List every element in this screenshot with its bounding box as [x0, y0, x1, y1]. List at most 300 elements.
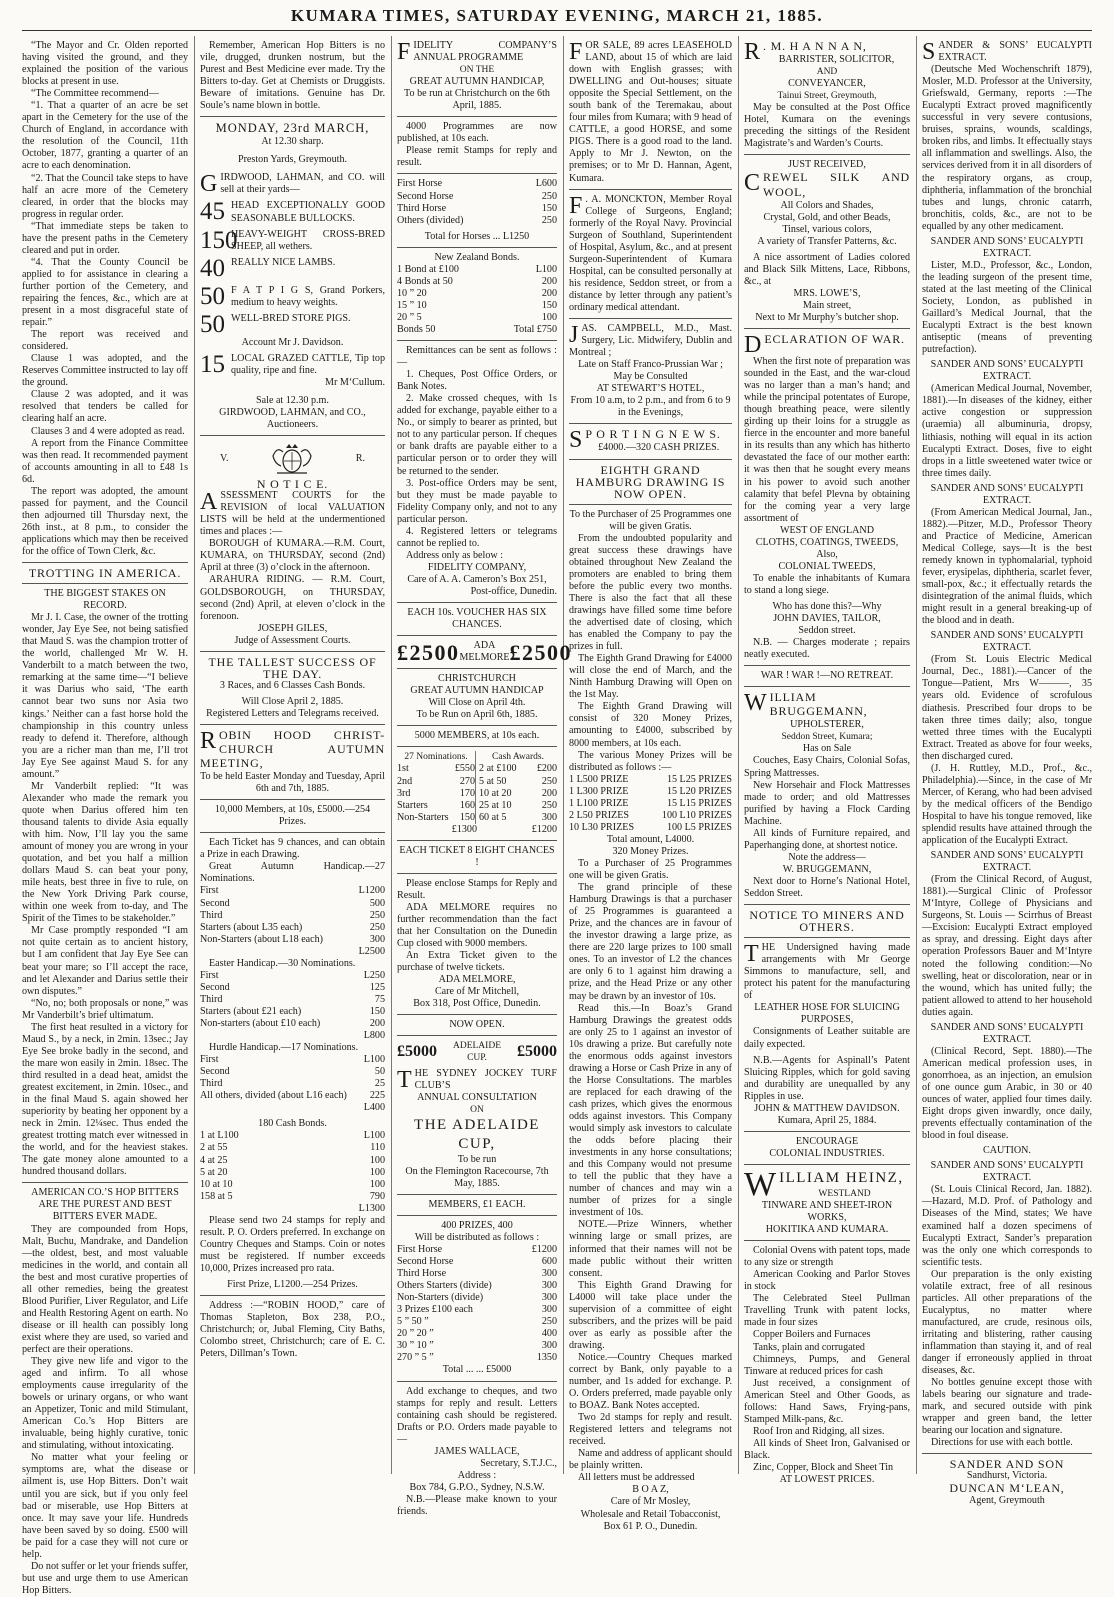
voucher: EACH 10s. VOUCHER HAS SIX CHANCES. — [407, 607, 547, 631]
annual-consultation: ANNUAL CONSULTATION — [417, 1091, 537, 1103]
fidelity-programmes: 4000 Programmes are now published, at 10s each. — [397, 121, 557, 145]
auction-lot — [200, 226, 385, 254]
cash-row-label: 4 at 25 — [200, 1154, 228, 1166]
eh-row-label: Third — [200, 993, 223, 1005]
hamburg-text — [569, 533, 732, 774]
ada-gah: GREAT AUTUMN HANDICAP — [410, 685, 544, 697]
kumara-date: Kumara, April 25, 1884. — [777, 1114, 877, 1126]
hannan-conveyancer: CONVEYANCER, — [788, 78, 866, 90]
address-label: Address : — [457, 1469, 497, 1481]
boaz-care: Care of Mr Mosley, — [610, 1496, 691, 1508]
cash-row — [200, 1130, 385, 1142]
adelaide-prize-row — [397, 1268, 557, 1280]
fidelity-company: FIDELITY COMPANY, — [427, 561, 527, 573]
nomination-row-label: Starters — [397, 799, 428, 811]
hamburg-paragraph: NOTE.—Prize Winners, whether winning large or small prizes, are informed that their names will not be made public without their written consent. — [569, 1219, 732, 1279]
hamburg-320: 320 Money Prizes. — [612, 845, 689, 857]
hannan-and: AND — [816, 67, 838, 78]
hamburg-paragraph: Name and address of applicant should be plainly written. — [569, 1448, 732, 1472]
cash-row-label: 1 at L100 — [200, 1130, 239, 1142]
heinz-item: Copper Boilers and Furnaces — [753, 1329, 871, 1341]
gah-row-label: First — [200, 885, 219, 897]
adelaide-prize-row-value: 250 — [541, 1316, 557, 1328]
crewel-colors: All Colors and Shades, — [780, 199, 874, 211]
hh-row-label: Third — [200, 1078, 223, 1090]
bonds-table — [397, 264, 557, 324]
campbell-hours: From 10 a.m, to 2 p.m., and from 6 to 9 in the Evenings, — [570, 395, 731, 419]
heinz-item: American Cooking and Parlor Stoves in stock — [744, 1269, 910, 1293]
to-be-run: To be run — [457, 1153, 497, 1165]
hamburg-paragraph: All letters must be addressed — [578, 1472, 695, 1484]
hop-paragraph: No matter what your feeling or symptoms are, what the disease or ailment is, use Hop Bitters. Don’t wait until you are sick, but if you only feel bad or miserable, use Hop Bitters at once. It may save your life. Hundreds have been saved by so doing. £500 will be paid for a case they will not cure or help. — [22, 1452, 188, 1560]
w-bruggemann: W. BRUGGEMANN, — [782, 863, 872, 875]
hamburg-prize-row-label: 1 L500 PRIZE — [569, 773, 629, 785]
tallest-success: THE TALLEST SUCCESS OF THE DAY. — [208, 654, 377, 681]
cash-row — [200, 1191, 385, 1203]
horse-row-label: Third Horse — [397, 202, 447, 214]
eucalypti-heading: SANDER AND SONS’ EUCALYPTI EXTRACT. — [930, 482, 1084, 506]
hamburg-paragraph: The Eighth Grand Drawing for £4000 will close the end of March, and the Ninth Hamburg Drawing will Open on the 1st May. — [569, 653, 732, 701]
colonial-tweeds: COLONIAL TWEEDS, — [778, 560, 876, 572]
gah-row — [200, 922, 385, 934]
adelaide-amount-left: £5000 — [397, 1043, 437, 1061]
adelaide-prize-row — [397, 1316, 557, 1328]
eh-row — [200, 970, 385, 982]
flemington: On the Flemington Racecourse, 7th May, 1885. — [405, 1165, 549, 1189]
trotting-paragraph: “No, no; both proposals or none,” was Mr Vanderbilt’s brief ultimatum. — [22, 997, 188, 1021]
trotting-paragraph: Mr J. I. Case, the owner of the trotting wonder, Jay Eye See, not being satisfied that Maud S. was the champion trotter of the world, challenged Mr W. H. Vanderbilt to a match between the two, remarking at the same time—“I believe it was Darius who said, ‘The earth cannot bear two suns nor Asia two kings.’ Neither can a fast horse hold the championship in this country unless ready to defend it. Therefore, although you are a richer man than me, I’ll trot Jay Eye See against Maud S. for any amount.” — [22, 612, 188, 780]
charges-moderate: N.B. — Charges moderate ; repairs neatly executed. — [744, 637, 910, 661]
sale-place: Preston Yards, Greymouth. — [237, 154, 348, 166]
nomination-row-value: 160 — [459, 799, 475, 811]
hh-row-value: 225 — [369, 1090, 385, 1102]
aspinall: N.B.—Agents for Aspinall’s Patent Sluicing Ripples, which for gold saving and durability are unequalled by any Ripples in use. — [744, 1054, 910, 1102]
eucalypti-heading: SANDER AND SONS’ EUCALYPTI EXTRACT. — [930, 850, 1084, 874]
auction-lot — [200, 200, 385, 224]
nomination-row — [397, 763, 475, 775]
war-no-retreat: WAR ! WAR !—NO RETREAT. — [760, 670, 894, 682]
adelaide-prize-row-label: Others Starters (divide) — [397, 1280, 492, 1292]
nomination-row-value: £550 — [454, 763, 475, 775]
column-rule — [391, 36, 392, 1474]
eh-row — [200, 1006, 385, 1018]
report-paragraph: Clauses 3 and 4 were adopted as read. — [31, 425, 185, 437]
heinz-item: All kinds of Sheet Iron, Galvanised or Black. — [744, 1437, 910, 1461]
eucalypti-paragraph: Lister, M.D., Professor, &c., London, the leading surgeon of the present time, stated at the last meeting of the Clinical Society, London, as published in Gaillard’s Medical Journal, that the Eucalypti Extract is the best known antiseptic (means of preventing putrefaction). — [922, 259, 1092, 356]
hamburg-text-2 — [569, 858, 732, 1484]
crewel-patterns: A variety of Transfer Patterns, &c. — [757, 235, 897, 247]
horse-row — [397, 191, 557, 203]
eh-row-label: Non-starters (about £10 each) — [200, 1018, 321, 1029]
bond-row-label: 20 ” 5 — [397, 311, 422, 323]
hh-row-label: First — [200, 1054, 219, 1066]
hamburg-prize-row — [569, 822, 732, 834]
nz-bonds-heading: New Zealand Bonds. — [434, 251, 520, 263]
bond-row — [397, 300, 557, 312]
gah-prize-table — [200, 885, 385, 945]
lot-number: 40 — [200, 254, 225, 282]
hop-paragraph: They give new life and vigor to the aged and infirm. To all whose employments cause irregularity of the bowels or urinary organs, or who want an Appetizer, Tonic and mild Stimulant, American Co.’s Hop Bitters are invaluable, being highly curative, tonic and stimulating, without intoxicating. — [22, 1356, 188, 1452]
remittance-rules — [397, 369, 557, 550]
for-sale-ad: OR SALE, 89 acres LEASEHOLD LAND, about 15 of which are laid down with English grasses; with DWELLING and Out-houses; situate opposite the Special Settlement, on the south bank of the Teremakau, about four miles from Kumara; with 9 head of CATTLE, a good HORSE, and some PIGS. There is a good road to the land. Apply to Mr J. Newton, on the premises; or to Mr D. Hannan, Agent, Kumara. — [569, 40, 732, 184]
lowest-prices: AT LOWEST PRICES. — [779, 1474, 875, 1486]
campbell-ad: AS. CAMPBELL, M.D., Mast. Surgery, Lic. Midwifery, Dublin and Montreal ; — [569, 323, 732, 359]
horse-prize-table — [397, 178, 557, 226]
robin-hood-each: Each Ticket has 9 chances, and can obtain a Prize in each Drawing. — [200, 837, 385, 861]
cash-row-label: 5 at 20 — [200, 1166, 228, 1178]
bruggemann-street: Seddon Street, Kumara; — [781, 732, 873, 743]
hop-bitters-ad — [22, 1224, 188, 1597]
auctioneers: GIRDWOOD, LAHMAN, and CO., Auctioneers. — [219, 406, 366, 431]
hop-paragraph: Do not suffer or let your friends suffer, but use and urge them to use American Hop Bitters. — [22, 1560, 188, 1596]
adelaide-prize-row-label: Second Horse — [397, 1256, 454, 1268]
hop-bitters-remember: Remember, American Hop Bitters is no vile, drugged, drunken nostrum, but the Purest and Best Medicine ever made. Try the Bitters to-day. Get at Chemists or Druggists. Beware of imitations. Genuine has Dr. Soule’s name blown in bottle. — [200, 40, 385, 112]
trotting-paragraph: Mr Case promptly responded “I am not quite certain as to ancient history, but I am confident that Jay Eye See can beat your mare; so I’ll accept the race, and let Alexander and Darius settle their own disputes.” — [22, 925, 188, 997]
robin-hood-title: OBIN HOOD CHRIST-CHURCH AUTUMN MEETING, — [200, 727, 385, 771]
sale-date: MONDAY, 23rd MARCH, — [215, 121, 370, 136]
eucalypti-paragraph: Directions for use with each bottle. — [931, 1437, 1073, 1449]
nomination-row — [397, 812, 475, 824]
gah-heading: Great Autumn Handicap.—27 Nominations. — [200, 861, 385, 885]
eucalypti-paragraph: (Deutsche Med Wochenschrift 1879), Mosler, M.D. Professor at the University, Griefswald, Germany, reports :—The Eucalypti Extract proved magnificently successful in very severe contusions, bruises, sprains, wounds, scaldings, broken ribs, and limbs. It effectually stays all inflammation and swellings. Also, the services derived from it in all disorders of the respiratory organs, as croup, diphtheria, inflammation of the bronchial tubes and lungs, chronic catarrh, bronchitis, colds, &c., are not to be equalled by any other medicament. — [922, 64, 1092, 232]
eh-row-value: 75 — [374, 993, 385, 1005]
crewel-silk: REWEL SILK AND WOOL, — [763, 170, 910, 199]
bruggemann: ILLIAM BRUGGEMANN, — [769, 690, 868, 719]
hamburg-prize-row — [569, 774, 732, 786]
boaz-box: Box 61 P. O., Dunedin. — [603, 1520, 698, 1532]
cash-row — [200, 1142, 385, 1154]
boaz-tobacconist: Wholesale and Retail Tobacconist, — [580, 1508, 721, 1520]
mattresses: New Horsehair and Flock Mattresses made to order; and old Mattresses purified by having a Flock Carding Machine. — [744, 779, 910, 827]
adelaide-prize-row — [397, 1304, 557, 1316]
hh-prize-table — [200, 1054, 385, 1102]
eh-row — [200, 982, 385, 994]
cash-row — [200, 1155, 385, 1167]
adelaide-prize-row-value: 300 — [541, 1268, 557, 1280]
wallace-box: Box 784, G.P.O., Sydney, N.S.W. — [409, 1481, 545, 1493]
hamburg-prize-row-value: 15 L15 PRIZES — [666, 797, 732, 809]
adelaide-prize-row-value: 300 — [541, 1280, 557, 1292]
column-rule — [916, 36, 917, 1474]
judge-name: JOSEPH GILES, — [257, 622, 328, 634]
nomination-row-value: 270 — [459, 775, 475, 787]
gah-row — [200, 898, 385, 910]
eucalypti-paragraph: (St. Louis Clinical Record, Jan. 1882).—Hazard, M.D. Prof. of Pathology and Diseases of the Mind, states; We have examined half a dozen specimens of Eucalypti Extract, Sander’s preparation was the only one which corresponds to scientific tests. — [922, 1184, 1092, 1268]
adelaide-prize-row — [397, 1280, 557, 1292]
eucalypti-paragraph: (From American Medical Journal, Jan., 1882).—Pitzer, M.D., Professor Theory and Practice of Medicine, American Medical College, says—It is the best remedy known in typhomalarial, typhoid fever, erysipelas, diphtheria, scarlet fever, small-pox, &c.; it effectually retards the disintegration of the animal fluids, which might result in a general breaking-up of the blood and in death. — [922, 506, 1092, 627]
sporting-news: P O R T I N G N E W S. — [585, 427, 721, 442]
vr-v: V. — [220, 453, 229, 465]
heinz-item: The Celebrated Steel Pullman Travelling Trunk with patent locks, made in four sizes — [744, 1293, 910, 1329]
horse-row-value: 250 — [541, 190, 557, 202]
ada-paragraph: An Extra Ticket given to the purchase of twelve tickets. — [397, 950, 557, 974]
report-paragraph: The report was adopted, the amount passed for payment, and the Council then adjourned till Thursday next, the 26th inst., at 8 p.m., to consider the applications which may then be received for the office of Town Clerk, &c. — [22, 485, 188, 557]
award-row-label: 5 at 50 — [479, 775, 507, 787]
eucalypti-paragraph: No bottles genuine except those with labels bearing our signature and trade-mark, and secured outside with pink wrapper and green band, the letter bearing our location and signature. — [922, 1377, 1092, 1437]
address-only: Address only as below : — [406, 549, 503, 561]
adelaide-prize-row — [397, 1256, 557, 1268]
nomination-row — [397, 800, 475, 812]
ada-run: To be Run on April 6th, 1885. — [416, 709, 538, 721]
rule-paragraph: 2. Make crossed cheques, with 1s added for exchange, payable either to a No., or simply to bearer as printed, but not to any particular person. If cheques or bank drafts are payable either to a particular person or to order they will be returned to the sender. — [397, 393, 557, 477]
horse-row-label: Others (divided) — [397, 214, 464, 226]
fidelity-run: To be run at Christchurch on the 6th April, 1885. — [404, 88, 550, 112]
column-5 — [744, 39, 910, 1486]
nomination-row — [397, 776, 475, 788]
just-received: JUST RECEIVED, — [788, 159, 866, 171]
column-rule — [738, 36, 739, 1474]
lot-text: LOCAL GRAZED CATTLE, Tip top quality, ripe and fine. — [231, 352, 385, 376]
report-paragraph: A report from the Finance Committee was then read. It recommended payment of accounts amounting in all to £48 1s 6d. — [22, 437, 188, 485]
hamburg-paragraph: To a Purchaser of 25 Programmes one will be given Gratis. — [569, 858, 732, 882]
drop-cap: T — [744, 941, 759, 968]
award-row — [479, 800, 557, 812]
award-row-label: 10 at 20 — [479, 787, 512, 799]
cloths-coatings: CLOTHS, COATINGS, TWEEDS, — [755, 536, 899, 548]
crewel-mittens: A nice assortment of Ladies colored and Black Silk Mittens, Lace, Ribbons, &c., at — [744, 251, 910, 287]
next-to-murphy: Next to Mr Murphy’s butcher shop. — [755, 311, 899, 323]
bond-row — [397, 312, 557, 324]
hh-heading: Hurdle Handicap.—17 Nominations. — [209, 1042, 359, 1054]
hh-row-label: All others, divided (about L16 each) — [200, 1090, 347, 1102]
cash-row — [200, 1167, 385, 1179]
gah-row — [200, 885, 385, 897]
adelaide-prize-row — [397, 1328, 557, 1340]
cash-row-label: 10 at 10 — [200, 1178, 233, 1190]
gah-row-label: Second — [200, 897, 230, 909]
award-row-label: 2 at £100 — [479, 763, 517, 775]
heinz-item: Zinc, Copper, Block and Sheet Tin — [753, 1461, 894, 1473]
notice-title: N O T I C E. — [256, 477, 329, 492]
royal-crest-icon — [269, 442, 315, 476]
fidelity-gah: GREAT AUTUMN HANDICAP, — [409, 76, 545, 88]
award-row-label: 25 at 10 — [479, 799, 512, 811]
hannan-name: . M. H A N N A N, — [763, 39, 867, 53]
hamburg-prize-row — [569, 786, 732, 798]
has-on-sale: Has on Sale — [802, 743, 852, 755]
bond-row — [397, 276, 557, 288]
on-the: ON THE — [459, 65, 495, 76]
ada-close: Will Close on April 4th. — [428, 697, 526, 709]
bond-row-value: 200 — [541, 287, 557, 299]
adelaide-amount-right: £5000 — [517, 1043, 557, 1061]
report-paragraph: “The Committee recommend— — [31, 88, 159, 100]
eucalypti-heading: SANDER AND SONS’ EUCALYPTI EXTRACT. — [930, 1160, 1084, 1184]
borough-court: BOROUGH of KUMARA.—R.M. Court, KUMARA, on THURSDAY, second (2nd) April at three (3) o’clock in the afternoon. — [200, 538, 385, 574]
westland: WESTLAND — [818, 1188, 871, 1199]
hamburg-paragraph: Two 2d stamps for reply and result. Registered letters and telegrams not received. — [569, 1412, 732, 1448]
fidelity-care: Care of A. A. Cameron’s Box 251, — [407, 573, 547, 585]
robin-hood-run: To be held Easter Monday and Tuesday, April 6th and 7th, 1885. — [200, 771, 385, 795]
eucalypti-heading: CAUTION. — [983, 1145, 1031, 1157]
lot-text: HEAD EXCEPTIONALLY GOOD SEASONABLE BULLOCKS. — [231, 200, 385, 224]
hamburg-total: Total amount, L4000. — [606, 833, 695, 845]
column-rule — [194, 36, 195, 1474]
robin-hood-members: 10,000 Members, at 10s, £5000.—254 Prizes. — [214, 804, 371, 828]
couches: Couches, Easy Chairs, Colonial Sofas, Spring Mattresses. — [744, 755, 910, 779]
auction-lots — [200, 200, 385, 336]
note-address: Note the address— — [788, 851, 866, 863]
bond-row-label: 1 Bond at £100 — [397, 263, 459, 275]
gah-total: L2500 — [358, 945, 385, 957]
horse-row-label: First Horse — [397, 178, 443, 190]
hamburg-prize-row-label: 1 L300 PRIZE — [569, 785, 629, 797]
adelaide-prize-row-value: 400 — [541, 1328, 557, 1340]
will-close: Will Close April 2, 1885. — [241, 695, 344, 707]
auction-lot — [200, 282, 385, 310]
nomination-row-value: 150 — [459, 811, 475, 823]
awards-table — [479, 763, 557, 823]
report-paragraph: “That immediate steps be taken to have the present paths in the Cemetery cleared and put in order. — [22, 220, 188, 256]
award-row-value: 250 — [541, 799, 557, 811]
sale-time: At 12.30 sharp. — [261, 136, 324, 148]
distributed: Will be distributed as follows : — [414, 1231, 540, 1243]
hh-row-value: 50 — [374, 1066, 385, 1078]
eucalypti-heading: SANDER AND SONS’ EUCALYPTI EXTRACT. — [930, 1021, 1084, 1045]
hamburg-prize-list — [569, 774, 732, 834]
hamburg-paragraph: Read this.—In Boaz’s Grand Hamburg Drawings the greatest odds are only 25 to 1 against an investor of 10s drawing a prize. But carefully note the enormous odds against investors drawing a Horse or Cash Prize in any of the Horse Consultations. The marbles are replaced for each drawing of the cash prizes, which gives the enormous odds against investors. This Company would simply ask investors to calculate the odds before placing their investments in any horse consultations; and this Company would not presume to tell the public that they have a number of chances and may win a number of prizes for a single investment of 10s. — [569, 1002, 732, 1219]
sander-and-son: SANDER AND SON — [949, 1457, 1065, 1472]
agent-greymouth: Agent, Greymouth — [969, 1494, 1045, 1506]
enclose-stamps: Please enclose Stamps for Reply and Result. — [397, 877, 557, 901]
horse-row — [397, 178, 557, 190]
adelaide-prize-row-value: £1200 — [531, 1243, 557, 1255]
horses-total: Total for Horses ... L1250 — [424, 230, 530, 242]
bond-row-value: L100 — [535, 263, 557, 275]
gah-row-value: 300 — [369, 933, 385, 945]
nomination-row — [397, 788, 475, 800]
leather-hose: LEATHER HOSE FOR SLUICING PURPOSES, — [754, 1002, 900, 1026]
eucalypti-paragraph: (From St. Louis Electric Medical Journal, Dec., 1881).—Cancer of the Tongue—Patient, Mrs W———, 35 years old. Evidence of scrofulous diathesis. Prescribed four drops to be taken three times daily; also, tongue wetted three times with the Eucalypti Extract. Treated as above for four weeks, then discharged cured. — [922, 654, 1092, 762]
adelaide-total: Total ... ... £5000 — [442, 1364, 512, 1376]
adelaide-prize-row-label: 270 ” 5 ” — [397, 1352, 434, 1364]
eh-row-label: Starters (about £21 each) — [200, 1005, 302, 1017]
adelaide-prize-row — [397, 1352, 557, 1364]
nominations-heading: 27 Nominations. — [404, 752, 468, 763]
report-paragraph: “4. That the County Council be applied to for assistance in clearing a further portion of the Cemetery, and repairing the fences, &c., which are at present in a most disgraceful state of repair.” — [22, 256, 188, 329]
nominations-total: £1300 — [451, 823, 477, 835]
colonial-industries: COLONIAL INDUSTRIES. — [769, 1147, 885, 1159]
hamburg-drawing: EIGHTH GRAND HAMBURG DRAWING IS NOW OPEN. — [575, 462, 726, 501]
hamburg-paragraph: The Eighth Grand Drawing will consist of 320 Money Prizes, amounting to £4000, subscribed by 8000 members, at 10s each. — [569, 701, 732, 749]
horse-row-value: L600 — [535, 178, 557, 190]
trotting-article — [22, 612, 188, 1178]
nomination-row-label: 2nd — [397, 775, 413, 787]
fidelity-title: IDELITY COMPANY’S ANNUAL PROGRAMME — [413, 40, 557, 64]
fidelity-po: Post-office, Dunedin. — [470, 585, 557, 597]
heinz-item: Chimneys, Pumps, and General Tinware at reduced prices for cash — [744, 1353, 910, 1377]
lot-text: REALLY NICE LAMBS. — [231, 256, 336, 268]
eh-row-value: 200 — [369, 1018, 385, 1029]
report-paragraph: “2. That the Council take steps to have half an acre more of the Cemetery cleared, in order that the blocks may progress in regular order. — [22, 172, 188, 220]
drop-cap: S — [569, 427, 583, 454]
nomination-row-label: Non-Starters — [397, 811, 449, 823]
report-paragraph: “1. That a quarter of an acre be set apart in the Cemetery for the use of the Church of England, in accordance with the resolution of the Council, 11th October, 1877, granting a quarter of an acre to each denomination. — [22, 100, 188, 172]
hamburg-prize-row-value: 100 L5 PRIZES — [666, 821, 732, 833]
auction-sale-at: Sale at 12.30 p.m. — [256, 394, 329, 406]
award-row-value: 250 — [541, 775, 557, 787]
james-wallace: JAMES WALLACE, — [434, 1445, 520, 1457]
upholsterer: UPHOLSTERER, — [790, 719, 864, 731]
hannan-text: May be consulted at the Post Office Hotel, Kumara on the evenings preceding the sittings of the Resident Magistrate’s and Warden’s Courts. — [744, 102, 910, 150]
awards-heading: Cash Awards. — [492, 752, 544, 763]
hop-paragraph: They are compounded from Hops, Malt, Buchu, Mandrake, and Dandelion—the oldest, best, and most valuable medicines in the world, and contain all the best and most curative properties of all other remedies, being the greatest Blood Purifier, Liver Regulator, and Life and Health Restoring Agent on earth. No disease or ill health can possibly long exist where they are used, so varied and perfect are their operations. — [22, 1223, 188, 1355]
drop-cap: G — [200, 171, 218, 198]
cash-row-value: L100 — [363, 1130, 385, 1142]
furniture-repaired: All kinds of Furniture repaired, and Paperhanging done, at shortest notice. — [744, 827, 910, 851]
hamburg-paragraph: Notice.—Country Cheques marked correct by Bank, only payable to a number, and 1s added for exchange. P. O. Orders preferred, made payable only to BOAZ. Bank Notes accepted. — [569, 1351, 732, 1412]
eucalypti-paragraph: (Clinical Record, Sept. 1880).—The American medical profession uses, in gonorrhoea, as an injection, an emulsion of one ounce gum Arabic, in 30 or 40 ounces of water, applied four times daily. Eight drops given inwardly, once daily, prevents effectually contamination of the blood in foul disease. — [922, 1045, 1092, 1142]
report-paragraph: Clause 2 was adopted, and it was resolved that tenders be called for clearing half an acre. — [22, 389, 188, 425]
eh-row-value: 125 — [369, 981, 385, 993]
hh-row — [200, 1066, 385, 1078]
eucalypti-paragraph: (From the Clinical Record, of August, 1881).—Surgical Clinic of Professor M‘Intyre, College of Physicians and Surgeons, St. Louis — Scirrhus of Breast—Excision: Eucalypti Extract employed as spray, and dressing. Eight days after operation Professors Bauer and M‘Intyre noted the following condition:—No swelling, heat or discoloration, near or in the wound, which has united fully; the patient allowed to attend to her household duties again. — [922, 874, 1092, 1018]
bond-row-value: 200 — [541, 275, 557, 287]
bond-row-label: 15 ” 10 — [397, 299, 427, 311]
who-has-done: Who has done this?—Why — [772, 600, 882, 612]
declaration-of-war: ECLARATION OF WAR. — [764, 332, 905, 347]
eh-prize-table — [200, 970, 385, 1030]
ada-amount-left: £2500 — [397, 639, 460, 665]
davidson: JOHN & MATTHEW DAVIDSON. — [754, 1102, 900, 1114]
hamburg-prize-row — [569, 798, 732, 810]
cash-row-label: 158 at 5 — [200, 1190, 233, 1202]
bonds-count: Bonds 50 — [397, 323, 436, 335]
hamburg-paragraph: This Eighth Grand Drawing for L4000 will take place under the supervision of a committee of eight subscribers, and the prizes will be paid over as early as possible after the drawing. — [569, 1279, 732, 1351]
column-2 — [200, 40, 385, 1472]
nominations-table — [397, 763, 475, 823]
vr-r: R. — [355, 453, 365, 465]
hh-row-value: L100 — [363, 1054, 385, 1066]
lot-number: 50 — [200, 282, 225, 310]
drop-cap: J — [569, 322, 579, 349]
eucalypti-text — [922, 64, 1092, 1449]
william-heinz: ILLIAM HEINZ, — [779, 1169, 904, 1186]
gah-row — [200, 910, 385, 922]
column-6 — [922, 39, 1092, 1506]
lot-text: WELL-BRED STORE PIGS. — [231, 312, 351, 324]
adelaide-prize-row — [397, 1340, 557, 1352]
auction-lot — [200, 310, 385, 338]
heinz-item: Colonial Ovens with patent tops, made to any size or strength — [744, 1245, 910, 1269]
main-street: Main street, — [802, 299, 852, 311]
west-of-england: WEST OF ENGLAND — [779, 524, 875, 536]
masthead: KUMARA TIMES, SATURDAY EVENING, MARCH 21, 1885. — [290, 6, 824, 25]
hamburg-paragraph: The grand principle of these Hamburg Drawings is that a purchaser of 25 Programmes is guaranteed a Prize, and the chances are in favour of the investor drawing a large prize, as there are 220 large prizes to 100 small ones. To an investor of L2 the chances are only 6 to 1 against him drawing a prize, and the Head Prize or any other may be drawn by an investor of 10s. — [569, 882, 732, 1002]
eucalypti-heading: SANDER AND SONS’ EUCALYPTI EXTRACT. — [930, 235, 1084, 259]
adelaide-prize-row-label: 3 Prizes £100 each — [397, 1304, 473, 1316]
john-davies: JOHN DAVIES, TAILOR, — [773, 613, 881, 625]
drop-cap: F — [569, 39, 583, 65]
rule-paragraph: 1. Cheques, Post Office Orders, or Bank Notes. — [397, 369, 557, 393]
secretary: Secretary, S.T.J.C., — [480, 1457, 557, 1469]
cash-row-value: 790 — [369, 1190, 385, 1202]
adelaide-prize-row — [397, 1244, 557, 1256]
duncan-mclean: DUNCAN M‘LEAN, — [949, 1481, 1065, 1496]
report-paragraph: The report was received and considered. — [22, 329, 188, 353]
hamburg-prize-row-value: 100 L10 PRIZES — [661, 809, 732, 821]
boaz: B O A Z, — [632, 1484, 669, 1496]
registered-letters: Registered Letters and Telegrams received. — [206, 707, 379, 719]
sandhurst: Sandhurst, Victoria. — [966, 1470, 1048, 1482]
adelaide-prize-row-label: 20 ” 20 ” — [397, 1328, 434, 1340]
campbell-war: Late on Staff Franco-Prussian War ; — [578, 359, 723, 371]
drop-cap: A — [200, 489, 218, 516]
lot-number: 15 — [200, 350, 225, 378]
first-prize: First Prize, L1200.—254 Prizes. — [227, 1278, 358, 1290]
judge-title: Judge of Assessment Courts. — [234, 634, 351, 646]
bond-row — [397, 288, 557, 300]
